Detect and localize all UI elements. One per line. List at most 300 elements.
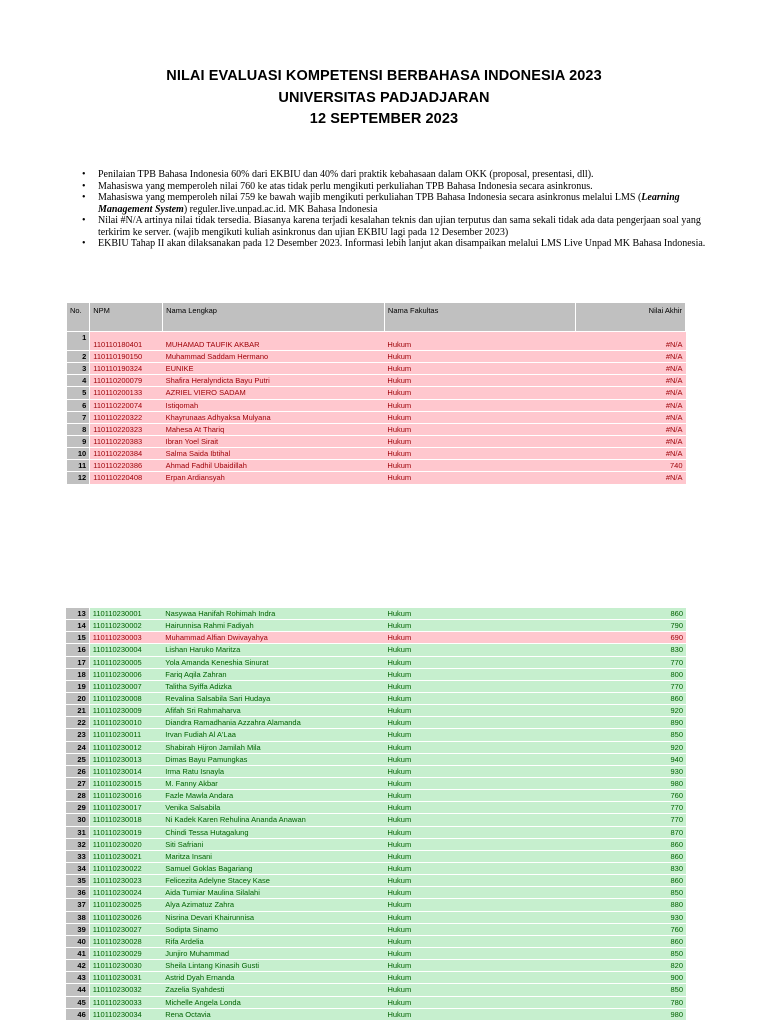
score-cell: 890 [576,717,686,729]
table-row [67,363,686,375]
score-cell: 690 [576,632,686,644]
score-cell: 850 [576,947,686,959]
faculty-cell: Hukum [384,996,576,1008]
header-faculty: Nama Fakultas [384,303,575,332]
row-number: 11 [67,460,90,472]
row-number: 38 [66,911,89,923]
faculty-cell: Hukum [384,814,576,826]
faculty-cell: Hukum [384,1008,576,1020]
npm-cell: 110110230011 [89,729,162,741]
row-number: 4 [67,375,90,387]
faculty-cell: Hukum [384,911,576,923]
faculty-cell: Hukum [384,332,575,351]
row-number: 5 [67,387,90,399]
score-cell: 830 [576,644,686,656]
table-row [66,620,686,632]
row-number: 2 [67,351,90,363]
faculty-cell: Hukum [384,399,575,411]
npm-cell: 110110230005 [89,656,162,668]
name-cell: Irvan Fudiah Al A'Laa [162,729,384,741]
table-row [66,838,686,850]
score-cell: 920 [576,741,686,753]
row-number: 39 [66,923,89,935]
faculty-cell: Hukum [384,753,576,765]
name-cell: Astrid Dyah Ernanda [162,972,384,984]
npm-cell: 110110230013 [89,753,162,765]
table-row [66,741,686,753]
name-cell: Ni Kadek Karen Rehulina Ananda Anawan [162,814,384,826]
table-row [67,332,686,351]
table-row [66,960,686,972]
npm-cell: 110110230003 [89,632,162,644]
table-row [67,375,686,387]
faculty-cell: Hukum [384,741,576,753]
npm-cell: 110110230031 [89,972,162,984]
faculty-cell: Hukum [384,765,576,777]
score-cell: #N/A [576,423,686,435]
table-row [66,705,686,717]
npm-cell: 110110230009 [89,705,162,717]
score-cell: 740 [576,460,686,472]
table-header-row [67,303,686,332]
faculty-cell: Hukum [384,826,576,838]
npm-cell: 110110230015 [89,777,162,789]
faculty-cell: Hukum [384,790,576,802]
score-cell: 860 [576,875,686,887]
name-cell: Sheila Lintang Kinasih Gusti [162,960,384,972]
faculty-cell: Hukum [384,960,576,972]
row-number: 34 [66,862,89,874]
title-line-1: NILAI EVALUASI KOMPETENSI BERBAHASA INDONESIA 2023 [166,68,602,84]
name-cell: Ahmad Fadhil Ubaidillah [163,460,385,472]
faculty-cell: Hukum [384,777,576,789]
note-item [82,192,708,215]
row-number: 46 [66,1008,89,1020]
row-number: 42 [66,960,89,972]
name-cell: M. Fanny Akbar [162,777,384,789]
npm-cell: 110110220408 [90,472,163,484]
name-cell: Rena Octavia [162,1008,384,1020]
name-cell: Alya Azimatuz Zahra [162,899,384,911]
npm-cell: 110110230033 [89,996,162,1008]
npm-cell: 110110220322 [90,411,163,423]
name-cell: Aida Tumiar Maulina Silalahi [162,887,384,899]
npm-cell: 110110230023 [89,875,162,887]
header-npm: NPM [90,303,163,332]
npm-cell: 110110220074 [90,399,163,411]
table-row [66,753,686,765]
name-cell: Diandra Ramadhania Azzahra Alamanda [162,717,384,729]
row-number: 20 [66,692,89,704]
table-row [66,656,686,668]
faculty-cell: Hukum [384,363,575,375]
score-cell: 760 [576,790,686,802]
faculty-cell: Hukum [384,448,575,460]
score-cell: #N/A [576,448,686,460]
row-number: 32 [66,838,89,850]
score-cell: 900 [576,972,686,984]
score-cell: #N/A [576,411,686,423]
npm-cell: 110110220384 [90,448,163,460]
npm-cell: 110110230012 [89,741,162,753]
table-row [66,923,686,935]
row-number: 35 [66,875,89,887]
notes-list [82,169,708,250]
table-row [66,935,686,947]
score-cell: 860 [576,838,686,850]
header-name: Nama Lengkap [163,303,385,332]
faculty-cell: Hukum [384,435,575,447]
npm-cell: 110110230006 [89,668,162,680]
name-cell: MUHAMAD TAUFIK AKBAR [163,332,385,351]
name-cell: Sodipta Sinamo [162,923,384,935]
name-cell: Nasywaa Hanifah Rohimah Indra [162,608,384,620]
note-text: EKBIU Tahap II akan dilaksanakan pada 12 Desember 2023. Informasi lebih lanjut akan disampaikan melalui LMS Live Unpad MK Bahasa Indonesia. [98,238,706,249]
faculty-cell: Hukum [384,838,576,850]
bullet-icon: • [82,192,86,203]
score-cell: 880 [576,899,686,911]
score-cell: #N/A [576,472,686,484]
faculty-cell: Hukum [384,656,576,668]
score-cell: #N/A [576,351,686,363]
npm-cell: 110110230002 [89,620,162,632]
npm-cell: 110110230016 [89,790,162,802]
npm-cell: 110110220323 [90,423,163,435]
row-number: 3 [67,363,90,375]
row-number: 15 [66,632,89,644]
faculty-cell: Hukum [384,668,576,680]
faculty-cell: Hukum [384,947,576,959]
score-cell: 800 [576,668,686,680]
table-row [66,1008,686,1020]
row-number: 18 [66,668,89,680]
note-text: Nilai #N/A artinya nilai tidak tersedia. Biasanya karena terjadi kesalahan teknis dan ujian terputus dan sama sekali tidak ada data pengerjaan soal yang terkirim ke server. (wajib mengikuti kuliah asinkronus dan ujian EKBIU lagi pada 12 Desember 2023) [98,215,701,238]
npm-cell: 110110230024 [89,887,162,899]
row-number: 9 [67,435,90,447]
score-cell: 770 [576,680,686,692]
score-cell: 780 [576,996,686,1008]
row-number: 29 [66,802,89,814]
faculty-cell: Hukum [384,875,576,887]
row-number: 22 [66,717,89,729]
table-row [66,632,686,644]
name-cell: Mahesa At Thariq [163,423,385,435]
name-cell: Salma Saida Ibtihal [163,448,385,460]
npm-cell: 110110230022 [89,862,162,874]
title-line-3: 12 SEPTEMBER 2023 [309,111,459,127]
npm-cell: 110110230008 [89,692,162,704]
score-cell: 830 [576,862,686,874]
row-number: 17 [66,656,89,668]
name-cell: Siti Safriani [162,838,384,850]
faculty-cell: Hukum [384,705,576,717]
table-row [67,423,686,435]
score-cell: 860 [576,850,686,862]
table-row [66,802,686,814]
bullet-icon: • [82,215,86,226]
faculty-cell: Hukum [384,923,576,935]
row-number: 26 [66,765,89,777]
note-text: ) reguler.live.unpad.ac.id. MK Bahasa Indonesia [183,203,378,215]
name-cell: Fariq Aqila Zahran [162,668,384,680]
npm-cell: 110110220383 [90,435,163,447]
name-cell: AZRIEL VIERO SADAM [163,387,385,399]
faculty-cell: Hukum [384,984,576,996]
faculty-cell: Hukum [384,850,576,862]
note-item [82,169,708,181]
table-row [66,729,686,741]
name-cell: Ibran Yoel Sirait [163,435,385,447]
table-row [66,765,686,777]
faculty-cell: Hukum [384,729,576,741]
row-number: 45 [66,996,89,1008]
name-cell: EUNIKE [163,363,385,375]
row-number: 27 [66,777,89,789]
faculty-cell: Hukum [384,680,576,692]
row-number: 31 [66,826,89,838]
name-cell: Chindi Tessa Hutagalung [162,826,384,838]
npm-cell: 110110230010 [89,717,162,729]
table-row [66,717,686,729]
row-number: 13 [66,608,89,620]
row-number: 43 [66,972,89,984]
score-cell: 860 [576,608,686,620]
faculty-cell: Hukum [384,632,576,644]
npm-cell: 110110230014 [89,765,162,777]
table-row [66,777,686,789]
name-cell: Shafira Heralyndicta Bayu Putri [163,375,385,387]
npm-cell: 110110230004 [89,644,162,656]
table-row [67,448,686,460]
name-cell: Istiqomah [163,399,385,411]
table-row [66,790,686,802]
score-cell: #N/A [576,363,686,375]
score-cell: 760 [576,923,686,935]
bullet-icon: • [82,180,86,192]
table-row [66,875,686,887]
faculty-cell: Hukum [384,862,576,874]
row-number: 14 [66,620,89,632]
table-row [67,351,686,363]
row-number: 44 [66,984,89,996]
name-cell: Venika Salsabila [162,802,384,814]
row-number: 36 [66,887,89,899]
faculty-cell: Hukum [384,608,576,620]
faculty-cell: Hukum [384,351,575,363]
npm-cell: 110110230007 [89,680,162,692]
name-cell: Maritza Insani [162,850,384,862]
faculty-cell: Hukum [384,692,576,704]
faculty-cell: Hukum [384,620,576,632]
npm-cell: 110110230034 [89,1008,162,1020]
table-row [66,692,686,704]
score-cell: 980 [576,1008,686,1020]
score-cell: 860 [576,935,686,947]
table-row [66,996,686,1008]
faculty-cell: Hukum [384,802,576,814]
table-row [67,399,686,411]
table-row [66,947,686,959]
npm-cell: 110110230018 [89,814,162,826]
score-cell: #N/A [576,332,686,351]
score-cell: 770 [576,814,686,826]
score-table-bottom [66,608,686,1021]
name-cell: Rifa Ardelia [162,935,384,947]
name-cell: Hairunnisa Rahmi Fadiyah [162,620,384,632]
row-number: 37 [66,899,89,911]
table-row [66,899,686,911]
table-row [66,680,686,692]
npm-cell: 110110230017 [89,802,162,814]
table-row [66,887,686,899]
name-cell: Revalina Salsabila Sari Hudaya [162,692,384,704]
npm-cell: 110110190324 [90,363,163,375]
row-number: 23 [66,729,89,741]
npm-cell: 110110230025 [89,899,162,911]
name-cell: Yola Amanda Keneshia Sinurat [162,656,384,668]
name-cell: Michelle Angela Londa [162,996,384,1008]
table-row [67,435,686,447]
npm-cell: 110110230028 [89,935,162,947]
table-row [66,862,686,874]
npm-cell: 110110230019 [89,826,162,838]
note-item [82,215,708,238]
name-cell: Dimas Bayu Pamungkas [162,753,384,765]
bullet-icon: • [82,238,86,249]
name-cell: Fazle Mawla Andara [162,790,384,802]
faculty-cell: Hukum [384,935,576,947]
faculty-cell: Hukum [384,887,576,899]
row-number: 41 [66,947,89,959]
score-cell: 770 [576,802,686,814]
npm-cell: 110110230030 [89,960,162,972]
name-cell: Felicezita Adelyne Stacey Kase [162,875,384,887]
table-row [66,911,686,923]
score-cell: 850 [576,729,686,741]
name-cell: Irma Ratu Isnayla [162,765,384,777]
npm-cell: 110110190150 [90,351,163,363]
title-line-2: UNIVERSITAS PADJADJARAN [278,89,490,106]
npm-cell: 110110230020 [89,838,162,850]
row-number: 1 [67,332,90,351]
table-row [66,814,686,826]
score-cell: 860 [576,692,686,704]
npm-cell: 110110200079 [90,375,163,387]
score-cell: 930 [576,765,686,777]
table-row [66,668,686,680]
row-number: 7 [67,411,90,423]
faculty-cell: Hukum [384,387,575,399]
name-cell: Lishan Haruko Maritza [162,644,384,656]
row-number: 28 [66,790,89,802]
note-text: Penilaian TPB Bahasa Indonesia 60% dari EKBIU dan 40% dari praktik kebahasaan dalam OKK (proposal, presentasi, dll). [98,169,594,180]
npm-cell: 110110230027 [89,923,162,935]
table-row [67,460,686,472]
table-row [66,608,686,620]
score-cell: 940 [576,753,686,765]
table-row [66,972,686,984]
score-cell: #N/A [576,375,686,387]
npm-cell: 110110220386 [90,460,163,472]
table-row [67,411,686,423]
score-cell: 870 [576,826,686,838]
faculty-cell: Hukum [384,375,575,387]
row-number: 16 [66,644,89,656]
npm-cell: 110110200133 [90,387,163,399]
row-number: 30 [66,814,89,826]
faculty-cell: Hukum [384,972,576,984]
name-cell: Samuel Goklas Bagariang [162,862,384,874]
header-score: Nilai Akhir [576,303,686,332]
npm-cell: 110110230021 [89,850,162,862]
name-cell: Muhammad Alfian Dwivayahya [162,632,384,644]
note-text: Mahasiswa yang memperoleh nilai 760 ke atas tidak perlu mengikuti perkuliahan TPB Bahasa Indonesia secara asinkronus. [98,180,593,192]
score-cell: 850 [576,984,686,996]
score-table-top [66,302,686,485]
score-cell: 790 [576,620,686,632]
note-item [82,181,708,193]
table-row [66,644,686,656]
faculty-cell: Hukum [384,644,576,656]
score-cell: 920 [576,705,686,717]
score-cell: 820 [576,960,686,972]
score-cell: 850 [576,887,686,899]
faculty-cell: Hukum [384,717,576,729]
faculty-cell: Hukum [384,472,575,484]
table-row [67,472,686,484]
score-cell: #N/A [576,399,686,411]
name-cell: Nisrina Devari Khairunnisa [162,911,384,923]
faculty-cell: Hukum [384,411,575,423]
name-cell: Muhammad Saddam Hermano [163,351,385,363]
faculty-cell: Hukum [384,460,575,472]
row-number: 6 [67,399,90,411]
table-row [66,984,686,996]
row-number: 8 [67,423,90,435]
score-cell: #N/A [576,435,686,447]
row-number: 10 [67,448,90,460]
name-cell: Shabirah Hijron Jamilah Mila [162,741,384,753]
score-cell: #N/A [576,387,686,399]
table-row [67,387,686,399]
npm-cell: 110110230001 [89,608,162,620]
row-number: 24 [66,741,89,753]
name-cell: Junjiro Muhammad [162,947,384,959]
faculty-cell: Hukum [384,899,576,911]
name-cell: Khayrunaas Adhyaksa Mulyana [163,411,385,423]
name-cell: Afifah Sri Rahmaharva [162,705,384,717]
row-number: 12 [67,472,90,484]
score-cell: 930 [576,911,686,923]
table-row [66,826,686,838]
npm-cell: 110110230026 [89,911,162,923]
row-number: 25 [66,753,89,765]
note-emphasis: Learning Management System [98,192,680,215]
bullet-icon: • [82,169,86,180]
row-number: 21 [66,705,89,717]
name-cell: Talitha Syiffa Adizka [162,680,384,692]
name-cell: Zazelia Syahdesti [162,984,384,996]
score-cell: 770 [576,656,686,668]
row-number: 40 [66,935,89,947]
name-cell: Erpan Ardiansyah [163,472,385,484]
row-number: 33 [66,850,89,862]
row-number: 19 [66,680,89,692]
table-row [66,850,686,862]
npm-cell: 110110230029 [89,947,162,959]
note-text: Mahasiswa yang memperoleh nilai 759 ke bawah wajib mengikuti perkuliahan TPB Bahasa Indonesia secara asinkronus melalui LMS ( [98,192,642,203]
score-cell: 980 [576,777,686,789]
